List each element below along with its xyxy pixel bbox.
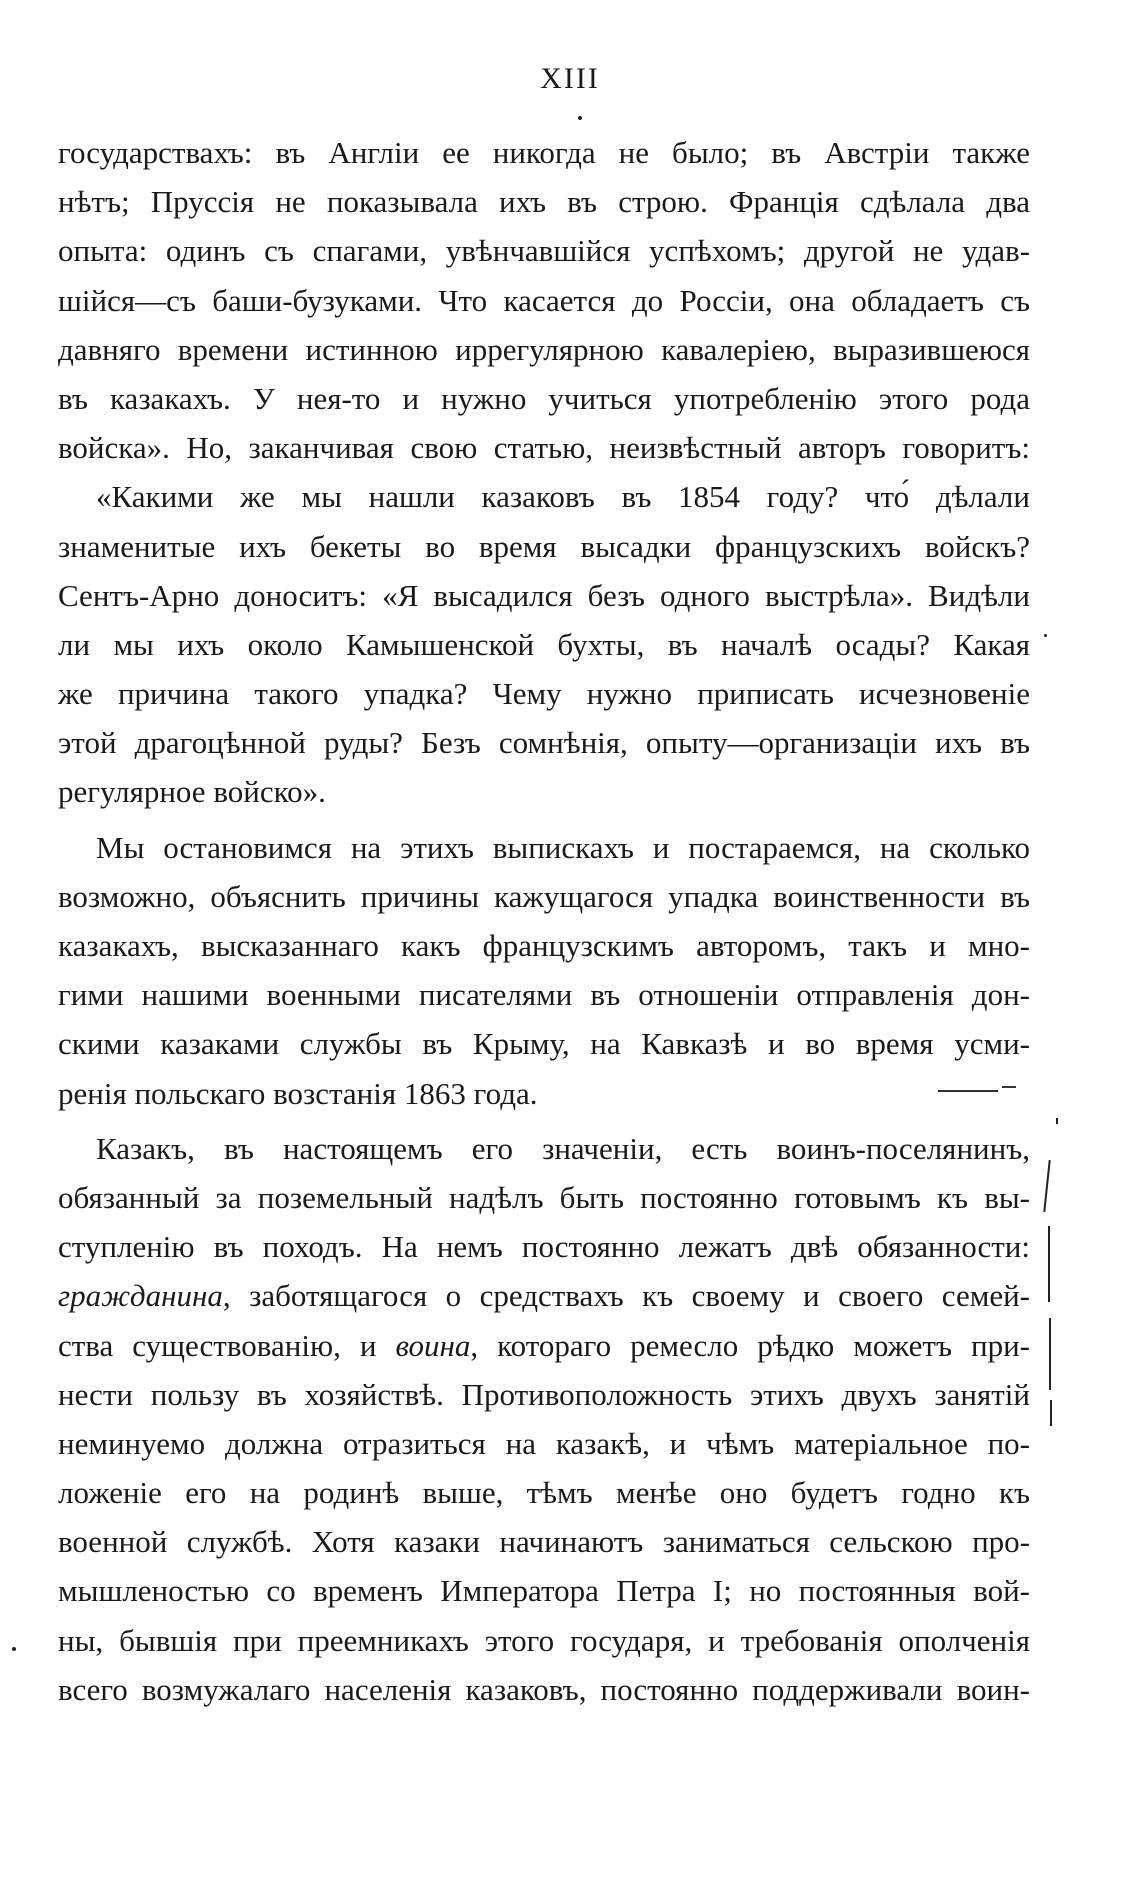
- margin-line-mark: [1050, 1400, 1052, 1426]
- body-text: [58, 128, 1030, 1714]
- text-line: давняго времени истинною иррегулярною кавалеріею, выразившеюся: [58, 331, 1030, 367]
- text-line: ренія польскаго возстанія 1863 года.: [58, 1075, 538, 1111]
- text-line: Казакъ, въ настоящемъ его значеніи, есть воинъ-поселянинъ,: [96, 1130, 1030, 1166]
- text-line: ли мы ихъ около Камышенской бухты, въ началѣ осады? Какая: [58, 626, 1030, 662]
- text-line: всего возмужалаго населенія казаковъ, постоянно поддерживали воин-: [58, 1671, 1030, 1707]
- paragraph-3: [58, 823, 1030, 1118]
- text-line: войска». Но, заканчивая свою статью, неизвѣстный авторъ говоритъ:: [58, 430, 1030, 466]
- text-line: шійся—съ баши-бузуками. Что касается до Россіи, она обладаетъ съ: [58, 282, 1030, 318]
- text-line: обязанный за поземельный надѣлъ быть постоянно готовымъ къ вы-: [58, 1179, 1030, 1215]
- text-line: въ казакахъ. У нея-то и нужно учиться употребленію этого рода: [58, 380, 1030, 416]
- margin-line-mark: [1043, 1160, 1050, 1212]
- paragraph-2: [58, 472, 1030, 816]
- text-line: нести пользу въ хозяйствѣ. Противоположность этихъ двухъ занятій: [58, 1376, 1030, 1412]
- text-line: ложеніе его на родинѣ выше, тѣмъ менѣе оно будетъ годно къ: [58, 1475, 1030, 1511]
- text-line: Мы остановимся на этихъ выпискахъ и постараемся, на сколько: [96, 829, 1030, 865]
- text-span: , котораго ремесло рѣдко можетъ при-: [470, 1327, 1030, 1363]
- text-line: ступленію въ походъ. На немъ постоянно лежатъ двѣ обязанности:: [58, 1229, 1030, 1265]
- margin-line-mark: [1049, 1318, 1051, 1390]
- text-line: гими нашими военными писателями въ отношеніи отправленія дон-: [58, 977, 1030, 1013]
- text-line: мышленостью со временъ Императора Петра I; но постоянныя вой-: [58, 1573, 1030, 1609]
- text-line: «Какими же мы нашли казаковъ въ 1854 году? что́ дѣлали: [96, 479, 1030, 515]
- page-number: XIII: [540, 62, 600, 95]
- text-line: опыта: одинъ съ спагами, увѣнчавшійся успѣхомъ; другой не удав-: [58, 233, 1030, 269]
- text-line: скими казаками службы въ Крыму, на Кавказѣ и во время усми-: [58, 1026, 1030, 1062]
- text-line: государствахъ: въ Англіи ее никогда не было; въ Австріи также: [58, 135, 1030, 170]
- text-span: , заботящагося о средствахъ къ своему и своего семей-: [222, 1278, 1030, 1314]
- italic-term: гражданина: [58, 1278, 223, 1314]
- text-line: же причина такого упадка? Чему нужно приписать исчезновеніе: [58, 676, 1030, 712]
- margin-line-mark: [1056, 1118, 1058, 1124]
- text-line: регулярное войско».: [58, 774, 326, 810]
- text-line: этой драгоцѣнной руды? Безъ сомнѣнія, опыту—организаціи ихъ въ: [58, 725, 1030, 761]
- paragraph-4: [58, 1124, 1030, 1714]
- margin-line-mark: [1048, 1226, 1050, 1302]
- text-line-with-italic: [58, 1321, 1030, 1370]
- text-line: ны, бывшія при преемникахъ этого государя, и требованія ополченія: [58, 1622, 1030, 1658]
- margin-dash-mark: [1002, 1086, 1016, 1088]
- text-line: неминуемо должна отразиться на казакѣ, и чѣмъ матеріальное по-: [58, 1425, 1030, 1461]
- text-span: ства существованію, и: [58, 1327, 396, 1363]
- paragraph-1: [58, 128, 1030, 472]
- text-line: казакахъ, высказаннаго какъ французскимъ авторомъ, такъ и мно-: [58, 928, 1030, 963]
- text-line: знаменитые ихъ бекеты во время высадки французскихъ войскъ?: [58, 528, 1030, 564]
- text-line-with-italic: [58, 1271, 1030, 1320]
- text-line: Сентъ-Арно доноситъ: «Я высадился безъ одного выстрѣла». Видѣли: [58, 577, 1030, 613]
- text-line: военной службѣ. Хотя казаки начинаютъ заниматься сельскою про-: [58, 1524, 1030, 1560]
- margin-dot-mark: [578, 116, 582, 120]
- margin-dot-mark: [1044, 634, 1047, 637]
- text-line: нѣтъ; Пруссія не показывала ихъ въ строю. Франція сдѣлала два: [58, 184, 1030, 220]
- margin-dash-mark: [938, 1090, 998, 1092]
- text-line: возможно, объяснить причины кажущагося упадка воинственности въ: [58, 878, 1030, 914]
- italic-term: воина: [395, 1327, 471, 1363]
- margin-dot-mark: [12, 1647, 16, 1651]
